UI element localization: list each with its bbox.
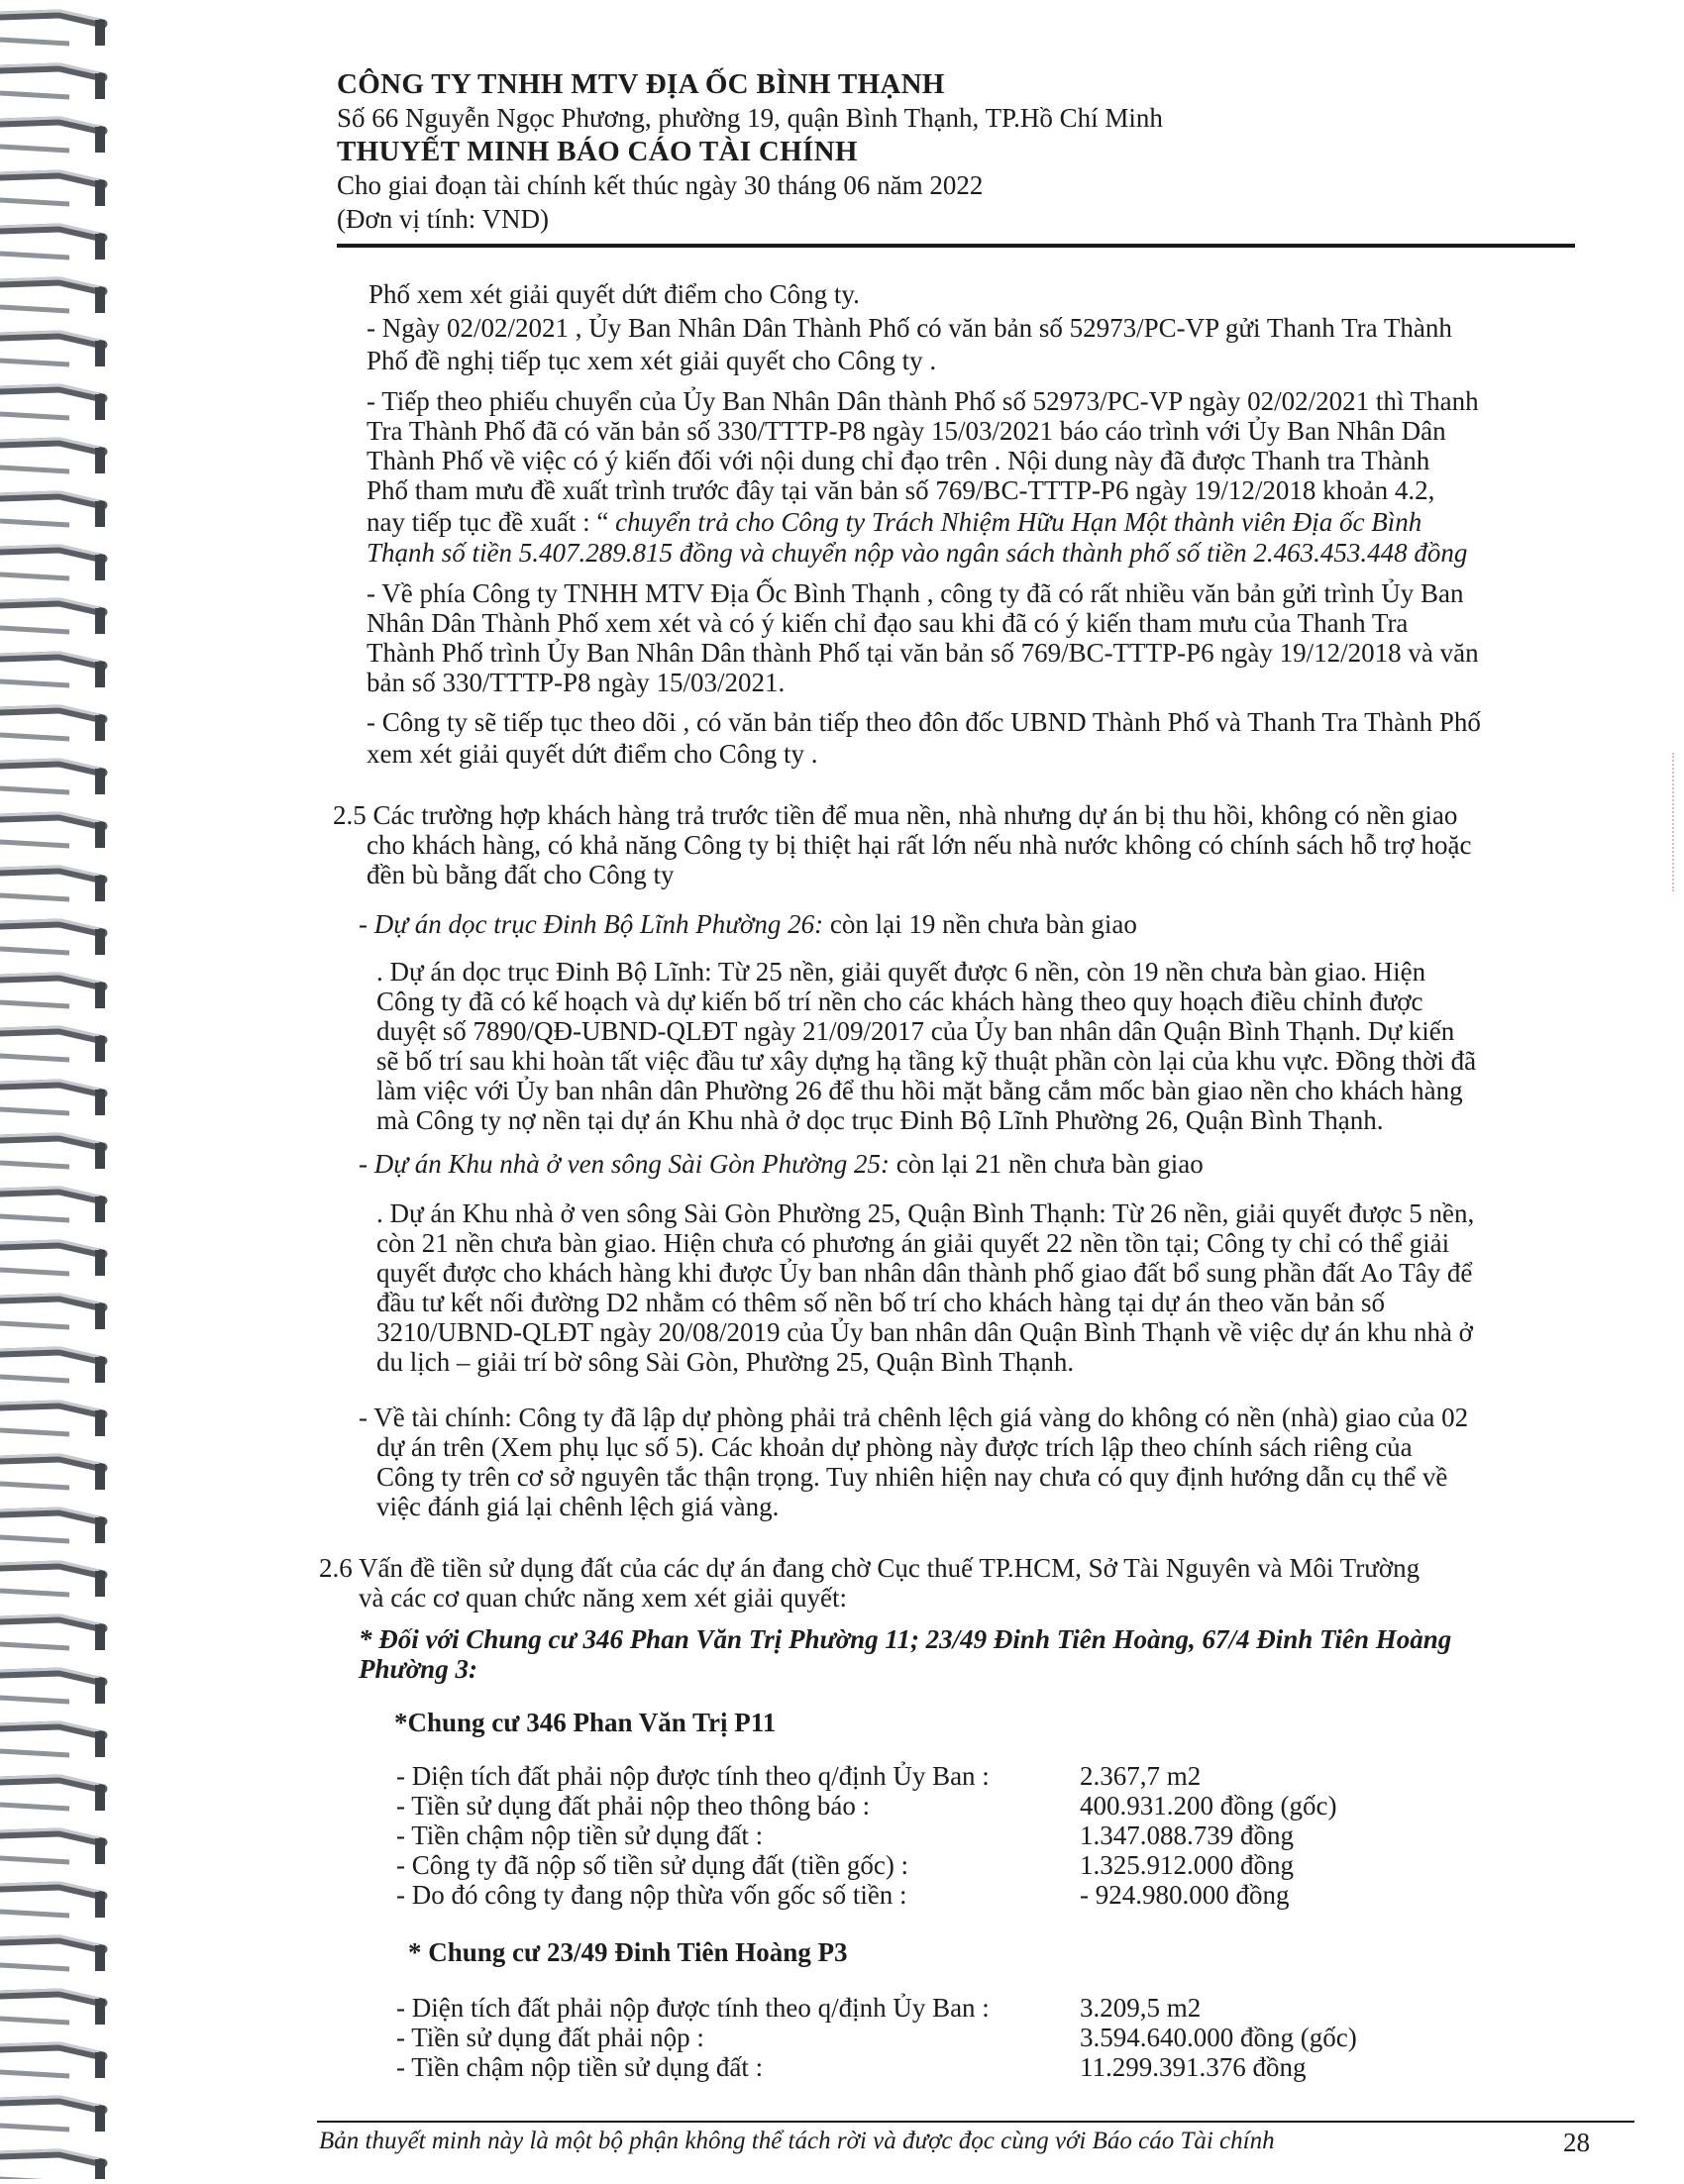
apartment-group-heading: * Đối với Chung cư 346 Phan Văn Trị Phường 11; 23/49 Đinh Tiên Hoàng, 67/4 Đinh Tiên Hoàng bbox=[359, 1624, 1452, 1654]
text-line: - Về phía Công ty TNHH MTV Địa Ốc Bình Thạnh , công ty đã có rất nhiều văn bản gửi trình Ủy Ban bbox=[367, 578, 1464, 608]
text-line: Phố tham mưu đề xuất trình trước đây tại văn bản số 769/BC-TTTP-P6 ngày 19/12/2018 khoản 4.2, bbox=[367, 475, 1435, 505]
figure-label: - Do đó công ty đang nộp thừa vốn gốc số tiền : bbox=[396, 1880, 907, 1910]
report-period: Cho giai đoạn tài chính kết thúc ngày 30 tháng 06 năm 2022 bbox=[337, 170, 984, 200]
apartment-group-heading-cont: Phường 3: bbox=[359, 1654, 477, 1684]
red-stamp-edge bbox=[1672, 753, 1684, 891]
text-line: Thành Phố trình Ủy Ban Nhân Dân thành Phố tại văn bản số 769/BC-TTTP-P6 ngày 19/12/2018 và văn bbox=[367, 638, 1479, 668]
text-line: đền bù bằng đất cho Công ty bbox=[367, 860, 675, 889]
text-line: bản số 330/TTTP-P8 ngày 15/03/2021. bbox=[367, 668, 786, 697]
text-line: - Công ty sẽ tiếp tục theo dõi , có văn bản tiếp theo đôn đốc UBND Thành Phố và Thanh Tra Thành Phố bbox=[367, 707, 1481, 737]
text-line: - Ngày 02/02/2021 , Ủy Ban Nhân Dân Thành Phố có văn bản số 52973/PC-VP gửi Thanh Tra Thành bbox=[367, 313, 1452, 343]
text-line: 3210/UBND-QLĐT ngày 20/08/2019 của Ủy ban nhân dân Quận Bình Thạnh về việc dự án khu nhà ở bbox=[376, 1317, 1473, 1347]
dash-mark: - bbox=[359, 909, 374, 939]
section-2-5-heading: 2.5 Các trường hợp khách hàng trả trước tiền để mua nền, nhà nhưng dự án bị thu hồi, không có nền giao bbox=[333, 800, 1458, 830]
section-2-6-number: 2.6 bbox=[319, 1553, 353, 1583]
text-line: Công ty trên cơ sở nguyên tắc thận trọng. Tuy nhiên hiện nay chưa có quy định hướng dẫn cụ thể về bbox=[376, 1462, 1448, 1492]
figure-value: 3.594.640.000 đồng (gốc) bbox=[1080, 2023, 1357, 2052]
text-line: Thành Phố về việc có ý kiến đối với nội dung chỉ đạo trên . Nội dung này đã được Thanh tra Thành bbox=[367, 446, 1430, 475]
project-dinh-bo-linh-heading bbox=[359, 909, 1137, 939]
text-line: Phố xem xét giải quyết dứt điểm cho Công ty. bbox=[368, 279, 860, 309]
text-line: Phố đề nghị tiếp tục xem xét giải quyết cho Công ty . bbox=[367, 346, 937, 375]
figure-value: 1.347.088.739 đồng bbox=[1080, 1820, 1294, 1850]
header-divider bbox=[337, 244, 1575, 248]
text-line: - Tiếp theo phiếu chuyển của Ủy Ban Nhân Dân thành Phố số 52973/PC-VP ngày 02/02/2021 thì Thanh bbox=[367, 386, 1479, 416]
finance-note: - Về tài chính: Công ty đã lập dự phòng phải trả chênh lệch giá vàng do không có nền (nhà) giao của 02 bbox=[359, 1403, 1469, 1432]
figure-label: - Tiền sử dụng đất phải nộp theo thông báo : bbox=[396, 1791, 871, 1820]
project-title: Dự án dọc trục Đinh Bộ Lĩnh Phường 26: bbox=[373, 909, 824, 939]
text-line: Tra Thành Phố đã có văn bản số 330/TTTP-P8 ngày 15/03/2021 báo cáo trình với Ủy Ban Nhân Dân bbox=[367, 416, 1446, 446]
text-line: cho khách hàng, có khả năng Công ty bị thiệt hại rất lớn nếu nhà nước không có chính sách hỗ trợ hoặc bbox=[367, 830, 1472, 860]
section-2-6-heading: Vấn đề tiền sử dụng đất của các dự án đang chờ Cục thuế TP.HCM, Sở Tài Nguyên và Môi Trường bbox=[359, 1553, 1421, 1583]
figure-value: 1.325.912.000 đồng bbox=[1080, 1850, 1294, 1880]
text-line: việc đánh giá lại chênh lệch giá vàng. bbox=[376, 1492, 780, 1521]
figure-label: - Diện tích đất phải nộp được tính theo q/định Ủy Ban : bbox=[396, 1993, 990, 2023]
figure-value: 400.931.200 đồng (gốc) bbox=[1080, 1791, 1337, 1820]
text-span: nay tiếp tục đề xuất : “ bbox=[367, 507, 616, 537]
company-address: Số 66 Nguyễn Ngọc Phương, phường 19, quận Bình Thạnh, TP.Hồ Chí Minh bbox=[337, 103, 1163, 133]
text-line: Công ty đã có kế hoạch và dự kiến bố trí nền cho các khách hàng theo quy hoạch điều chỉnh được bbox=[376, 987, 1423, 1016]
text-line: dự án trên (Xem phụ lục số 5). Các khoản dự phòng này được trích lập theo chính sách riêng của bbox=[376, 1432, 1413, 1462]
figure-label: - Tiền chậm nộp tiền sử dụng đất : bbox=[396, 1820, 764, 1850]
figure-label: - Tiền sử dụng đất phải nộp : bbox=[396, 2023, 704, 2052]
text-line: còn 21 nền chưa bàn giao. Hiện chưa có phương án giải quyết 22 nền tồn tại; Công ty chỉ có thể giải bbox=[376, 1228, 1450, 1258]
text-line: sẽ bố trí sau khi hoàn tất việc đầu tư xây dựng hạ tầng kỹ thuật phần còn lại của khu vực. Đồng thời đã bbox=[376, 1046, 1477, 1076]
apartment-23-49-dinh-tien-hoang-title: * Chung cư 23/49 Đinh Tiên Hoàng P3 bbox=[408, 1937, 848, 1967]
text-line: đầu tư kết nối đường D2 nhằm có thêm số nền bố trí cho khách hàng tại dự án theo văn bản số bbox=[376, 1288, 1385, 1317]
text-line: Nhân Dân Thành Phố xem xét và có ý kiến chỉ đạo sau khi đã có ý kiến tham mưu của Thanh Tra bbox=[367, 608, 1409, 638]
text-line: . Dự án Khu nhà ở ven sông Sài Gòn Phường 25, Quận Bình Thạnh: Từ 26 nền, giải quyết được 5 nền, bbox=[376, 1198, 1475, 1228]
project-status: còn lại 21 nền chưa bàn giao bbox=[890, 1149, 1204, 1179]
quoted-proposal: chuyển trả cho Công ty Trách Nhiệm Hữu Hạn Một thành viên Địa ốc Bình bbox=[615, 507, 1422, 537]
figure-value: 3.209,5 m2 bbox=[1080, 1993, 1202, 2023]
page-number: 28 bbox=[1563, 2128, 1590, 2157]
project-status: còn lại 19 nền chưa bàn giao bbox=[823, 909, 1137, 939]
document-header bbox=[337, 67, 1625, 236]
project-ven-song-heading bbox=[359, 1149, 1204, 1179]
figure-value: 2.367,7 m2 bbox=[1080, 1761, 1202, 1791]
figure-label: - Công ty đã nộp số tiền sử dụng đất (tiền gốc) : bbox=[396, 1850, 909, 1880]
text-line: xem xét giải quyết dứt điểm cho Công ty . bbox=[367, 739, 818, 769]
company-name: CÔNG TY TNHH MTV ĐỊA ỐC BÌNH THẠNH bbox=[337, 68, 945, 100]
currency-unit: (Đơn vị tính: VND) bbox=[337, 204, 550, 234]
text-line: du lịch – giải trí bờ sông Sài Gòn, Phường 25, Quận Bình Thạnh. bbox=[376, 1347, 1075, 1377]
apartment-346-phan-van-tri-title: *Chung cư 346 Phan Văn Trị P11 bbox=[394, 1708, 777, 1737]
footer-divider bbox=[317, 2121, 1634, 2123]
text-line bbox=[367, 507, 1421, 537]
figure-label: - Diện tích đất phải nộp được tính theo q/định Ủy Ban : bbox=[396, 1761, 990, 1791]
figure-label: - Tiền chậm nộp tiền sử dụng đất : bbox=[396, 2052, 764, 2082]
text-line: . Dự án dọc trục Đinh Bộ Lĩnh: Từ 25 nền, giải quyết được 6 nền, còn 19 nền chưa bàn giao. Hiện bbox=[376, 957, 1426, 987]
text-line: và các cơ quan chức năng xem xét giải quyết: bbox=[359, 1583, 847, 1612]
text-line: mà Công ty nợ nền tại dự án Khu nhà ở dọc trục Đinh Bộ Lĩnh Phường 26, Quận Bình Thạnh. bbox=[376, 1105, 1384, 1135]
figure-value: - 924.980.000 đồng bbox=[1080, 1880, 1290, 1910]
text-line: quyết được cho khách hàng khi được Ủy ban nhân dân thành phố giao đất bổ sung phần đất Ao Tây để bbox=[376, 1258, 1473, 1288]
text-line: duyệt số 7890/QĐ-UBND-QLĐT ngày 21/09/2017 của Ủy ban nhân dân Quận Bình Thạnh. Dự kiến bbox=[376, 1016, 1455, 1046]
project-title: Dự án Khu nhà ở ven sông Sài Gòn Phường 25: bbox=[373, 1149, 890, 1179]
figure-value: 11.299.391.376 đồng bbox=[1080, 2052, 1307, 2082]
quoted-proposal-cont: Thạnh số tiền 5.407.289.815 đồng và chuyển nộp vào ngân sách thành phố số tiền 2.463.453.448 đồng bbox=[367, 538, 1468, 568]
report-title: THUYẾT MINH BÁO CÁO TÀI CHÍNH bbox=[337, 136, 858, 167]
footer-note: Bản thuyết minh này là một bộ phận không thể tách rời và được đọc cùng với Báo cáo Tài chính bbox=[319, 2128, 1275, 2154]
text-line: làm việc với Ủy ban nhân dân Phường 26 để thu hồi mặt bằng cắm mốc bàn giao nền cho khách hàng bbox=[376, 1076, 1463, 1105]
dash-mark: - bbox=[359, 1149, 374, 1179]
